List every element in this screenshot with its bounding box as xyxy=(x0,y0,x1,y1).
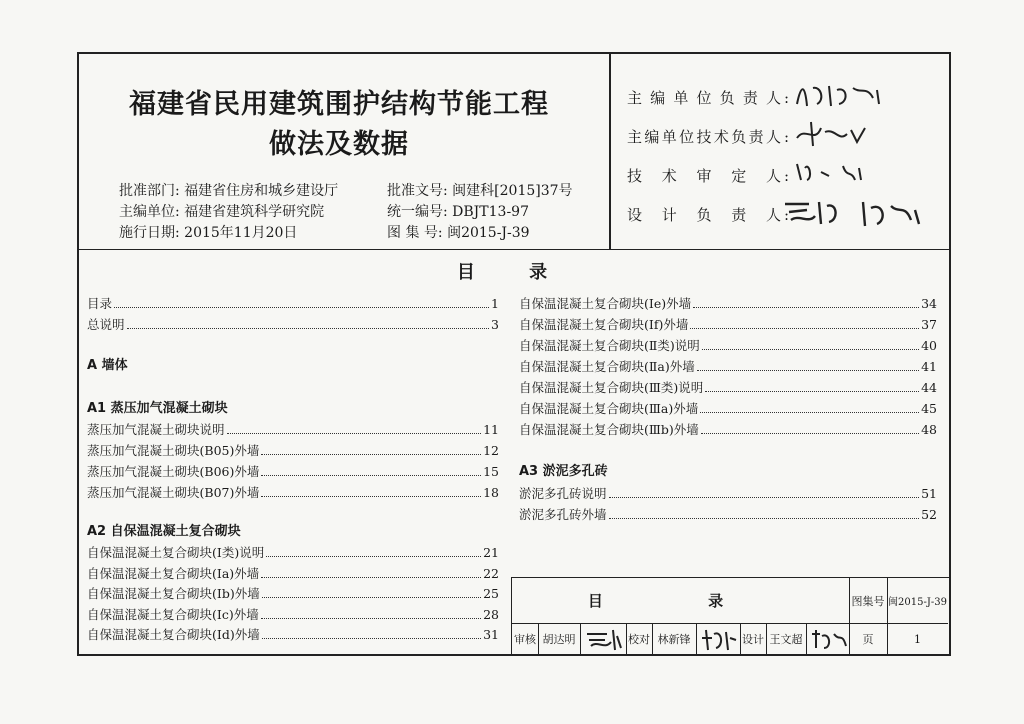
toc-leader-dots xyxy=(705,391,919,392)
toc-entry-label: 自保温混凝土复合砌块(Ⅰa)外墙 xyxy=(87,565,260,581)
approve-doc: 批准文号: 闽建科[2015]37号 xyxy=(387,183,573,199)
toc-entry-page: 44 xyxy=(921,380,937,395)
toc-entry-label: 自保温混凝土复合砌块(Ⅰc)外墙 xyxy=(87,606,259,622)
title-block xyxy=(511,577,949,656)
toc-entry[interactable] xyxy=(87,315,499,333)
section-a3-heading: A3 淤泥多孔砖 xyxy=(519,464,608,479)
toc-leader-dots xyxy=(693,307,919,308)
toc-leader-dots xyxy=(114,307,489,308)
page-value: 1 xyxy=(914,632,921,646)
toc-entry[interactable] xyxy=(519,484,937,502)
toc-entry[interactable] xyxy=(87,625,499,643)
toc-entry-label: 自保温混凝土复合砌块(Ⅲ类)说明 xyxy=(519,380,704,395)
signature-scribble-1 xyxy=(791,80,901,110)
drawing-frame xyxy=(77,52,951,656)
toc-leader-dots xyxy=(261,454,481,455)
toc-entry-page: 12 xyxy=(483,443,499,458)
atlas-number: 图 集 号: 闽2015-J-39 xyxy=(387,225,530,241)
toc-entry-label: 淤泥多孔砖外墙 xyxy=(519,507,607,522)
toc-entry-page: 34 xyxy=(921,296,937,311)
toc-entry-label: 蒸压加气混凝土砌块说明 xyxy=(87,422,225,437)
unified-number: 统一编号: DBJT13-97 xyxy=(387,204,529,220)
toc-entry-label: 自保温混凝土复合砌块(Ⅰb)外墙 xyxy=(87,586,260,601)
toc-leader-dots xyxy=(702,349,919,350)
toc-entry[interactable] xyxy=(519,420,937,438)
toc-entry-label: 自保温混凝土复合砌块(Ⅲb)外墙 xyxy=(519,422,699,437)
toc-leader-dots xyxy=(262,597,481,598)
toc-entry-label: 自保温混凝土复合砌块(Ⅲa)外墙 xyxy=(519,401,699,416)
toc-entry[interactable] xyxy=(87,564,499,582)
toc-entry-page: 21 xyxy=(483,545,499,560)
section-a-heading: A 墙体 xyxy=(87,358,128,373)
section-a2-heading: A2 自保温混凝土复合砌块 xyxy=(87,524,241,539)
effective-date: 施行日期: 2015年11月20日 xyxy=(119,225,298,241)
toc-leader-dots xyxy=(261,577,481,578)
toc-leader-dots xyxy=(697,370,919,371)
toc-entry[interactable] xyxy=(519,378,937,396)
toc-entry-label: 总说明 xyxy=(87,317,125,332)
toc-leader-dots xyxy=(261,475,481,476)
toc-entry-page: 11 xyxy=(483,422,499,437)
toc-leader-dots xyxy=(261,618,481,619)
toc-entry[interactable] xyxy=(519,294,937,312)
toc-entry-page: 37 xyxy=(921,317,937,332)
toc-entry-page: 41 xyxy=(921,359,937,374)
toc-entry[interactable] xyxy=(519,315,937,333)
check-label: 校对 xyxy=(628,633,650,646)
header-block xyxy=(79,54,949,250)
signature-row-chief-editor: 主编单位负责人 : xyxy=(627,89,791,107)
toc-leader-dots xyxy=(127,328,490,329)
toc-entry-label: 目录 xyxy=(87,296,113,311)
toc-entry[interactable] xyxy=(519,336,937,354)
header-divider xyxy=(609,54,611,249)
toc-entry-label: 自保温混凝土复合砌块(Ⅰd)外墙 xyxy=(87,627,260,642)
toc-entry-page: 1 xyxy=(491,296,499,311)
designer-name: 王文超 xyxy=(769,633,803,646)
toc-entry-page: 3 xyxy=(491,317,499,332)
toc-entry-label: 自保温混凝土复合砌块(Ⅰf)外墙 xyxy=(519,317,689,332)
toc-entry-page: 48 xyxy=(921,422,937,437)
toc-entry-label: 自保温混凝土复合砌块(Ⅰe)外墙 xyxy=(519,296,692,311)
toc-entry-label: 蒸压加气混凝土砌块(B06)外墙 xyxy=(87,464,260,479)
approve-dept: 批准部门: 福建省住房和城乡建设厅 xyxy=(119,183,339,199)
toc-entry-page: 15 xyxy=(483,464,499,479)
review-label: 审核 xyxy=(514,633,536,646)
reviewer-name: 胡达明 xyxy=(542,633,576,646)
toc-entry-page: 22 xyxy=(483,565,499,581)
signature-scribble-2 xyxy=(791,118,881,148)
toc-leader-dots xyxy=(266,556,481,557)
toc-entry-label: 蒸压加气混凝土砌块(B05)外墙 xyxy=(87,443,260,458)
toc-entry[interactable] xyxy=(87,462,499,480)
toc-entry-page: 25 xyxy=(483,586,499,601)
toc-leader-dots xyxy=(701,433,919,434)
toc-entry[interactable] xyxy=(519,399,937,417)
design-label: 设计 xyxy=(742,633,764,646)
toc-entry-page: 31 xyxy=(483,627,499,642)
toc-leader-dots xyxy=(261,496,481,497)
toc-entry[interactable] xyxy=(87,605,499,623)
toc-leader-dots xyxy=(227,433,482,434)
designer-signature xyxy=(806,623,849,655)
reviewer-signature xyxy=(580,623,626,655)
toc-entry-page: 51 xyxy=(921,486,937,501)
editor-unit: 主编单位: 福建省建筑科学研究院 xyxy=(119,204,325,220)
toc-leader-dots xyxy=(700,412,919,413)
toc-entry[interactable] xyxy=(87,441,499,459)
toc-entry-page: 52 xyxy=(921,507,937,522)
toc-entry-page: 28 xyxy=(483,606,499,622)
signature-row-design-lead: 设计负责人 : xyxy=(627,206,791,224)
toc-leader-dots xyxy=(609,497,920,498)
toc-entry[interactable] xyxy=(87,584,499,602)
signature-scribble-4 xyxy=(779,194,929,232)
toc-entry-page: 18 xyxy=(483,485,499,500)
title-block-name: 目 录 xyxy=(587,592,774,610)
toc-entry-label: 淤泥多孔砖说明 xyxy=(519,486,607,501)
toc-leader-dots xyxy=(690,328,919,329)
title-line-2: 做法及数据 xyxy=(269,129,409,160)
section-a1-heading: A1 蒸压加气混凝土砌块 xyxy=(87,401,228,416)
signature-row-tech-review: 技术审定人 : xyxy=(627,167,791,185)
atlas-no-label: 图集号 xyxy=(851,594,885,608)
toc-entry-label: 自保温混凝土复合砌块(Ⅰ类)说明 xyxy=(87,545,265,560)
toc-entry-page: 45 xyxy=(921,401,937,416)
toc-title: 目 录 xyxy=(456,262,572,283)
signature-scribble-3 xyxy=(791,158,881,186)
toc-entry-label: 蒸压加气混凝土砌块(B07)外墙 xyxy=(87,485,260,500)
signature-row-tech-chief: 主编单位技术负责人 : xyxy=(627,128,791,146)
checker-signature xyxy=(696,623,740,655)
page-label: 页 xyxy=(862,633,874,646)
toc-entry[interactable] xyxy=(87,294,499,312)
toc-leader-dots xyxy=(262,638,481,639)
toc-entry-page: 40 xyxy=(921,338,937,353)
toc-entry[interactable] xyxy=(87,420,499,438)
checker-name: 林新锋 xyxy=(657,633,691,646)
atlas-no-value: 闽2015-J-39 xyxy=(888,597,947,608)
toc-entry[interactable] xyxy=(87,543,499,561)
toc-entry[interactable] xyxy=(519,357,937,375)
toc-entry[interactable] xyxy=(519,505,937,523)
toc-leader-dots xyxy=(609,518,920,519)
toc-entry[interactable] xyxy=(87,483,499,501)
title-line-1: 福建省民用建筑围护结构节能工程 xyxy=(129,89,549,120)
toc-entry-label: 自保温混凝土复合砌块(Ⅱa)外墙 xyxy=(519,359,695,374)
toc-entry-label: 自保温混凝土复合砌块(Ⅱ类)说明 xyxy=(519,338,700,353)
